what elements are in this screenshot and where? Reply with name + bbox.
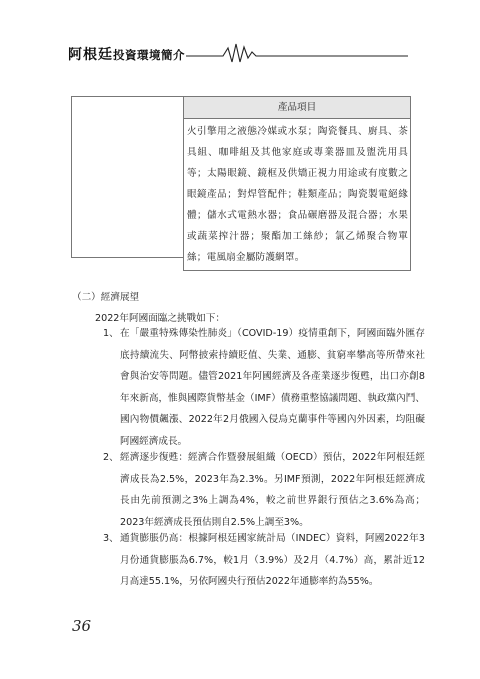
header-title-main: 阿根廷 <box>68 47 113 63</box>
header-title-sub: 投資環境簡介 <box>113 48 185 62</box>
section-heading: （二）經濟展望 <box>72 292 140 303</box>
list-item-text: 在「嚴重特殊傳染性肺炎」（COVID-19）疫情重創下，阿國面臨外匯存底持續流失、阿幣披索持續貶值、失業、通膨、貧窮率攀高等所帶來社會與治安等問題。儘管2021年阿國經濟及各產業逐步復甦，出口亦創8年來新高，惟與國際貨幣基金（IMF）債務重整協議問題、執政黨內鬥、國內物價飆漲、2022年2月俄國入侵烏克蘭事件等國內外因素，均阻礙阿國經濟成長。 <box>120 328 425 447</box>
list-item-text: 通貨膨脹仍高：根據阿根廷國家統計局（INDEC）資料，阿國2022年3月份通貨膨脹為6.7%，較1月（3.9%）及2月（4.7%）高，累計近12月高達55.1%，另依阿國央行預估2022年通膨率約為55%。 <box>120 533 425 587</box>
list-item-number: 1、 <box>103 328 119 339</box>
table-left-column <box>71 96 183 258</box>
list-item-number: 3、 <box>103 533 119 544</box>
list-item-number: 2、 <box>103 452 119 463</box>
header-title <box>68 44 185 64</box>
list-item-text: 經濟逐步復甦：經濟合作暨發展組織（OECD）預估，2022年阿根廷經濟成長為2.5%，2023年為2.3%。另IMF預測，2022年阿根廷經濟成長由先前預測之3%上調為4%，較之前世界銀行預估之3.6%為高；2023年經濟成長預估則自2.5%上調至3%。 <box>120 452 425 528</box>
section-intro: 2022年阿國面臨之挑戰如下： <box>95 313 225 324</box>
page-number: 36 <box>72 617 92 635</box>
heartbeat-line-decoration <box>186 44 408 62</box>
table-header-products: 產品項目 <box>184 97 411 119</box>
table-cell-products: 火引擎用之液態冷媒或水泵；陶瓷餐具、廚具、茶具組、咖啡組及其他家庭或專業器皿及盥洗用具等；太陽眼鏡、鏡框及供矯正視力用途或有度數之眼鏡產品；對焊管配件；鞋類產品；陶瓷製電絕緣體；儲水式電熱水器；食品碾磨器及混合器；水果或蔬菜搾汁器；聚酯加工絲紗；氯乙烯聚合物單絲；電風扇金屬防護網罩。 <box>184 119 411 271</box>
page-header <box>68 38 408 64</box>
product-table <box>183 96 411 271</box>
